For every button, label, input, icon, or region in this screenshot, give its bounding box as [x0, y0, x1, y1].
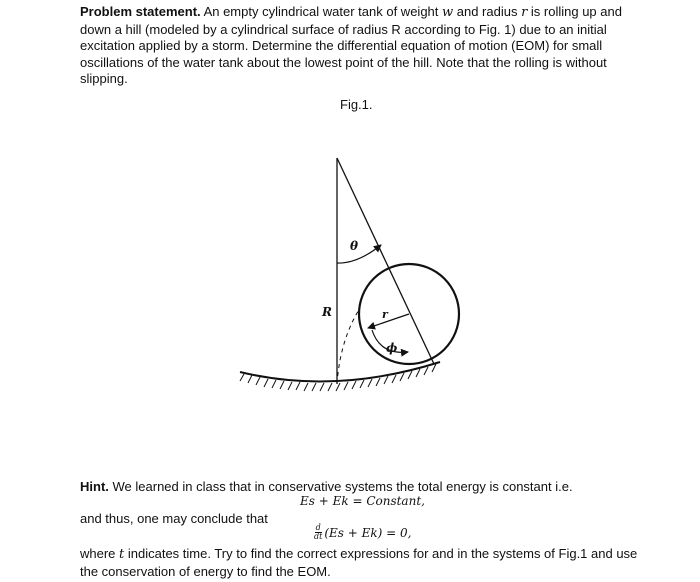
derivative-numerator: d: [315, 523, 321, 532]
derivative-denominator: dt: [314, 532, 323, 541]
final-paragraph: [80, 546, 640, 580]
derivative-expression: (Es + Ek) = 0,: [324, 525, 412, 540]
label-phi: ϕ: [386, 341, 398, 355]
label-R: R: [322, 305, 332, 319]
hint-heading: Hint.: [80, 479, 109, 494]
problem-heading: Problem statement.: [80, 4, 201, 19]
variable-r: r: [521, 5, 528, 20]
label-r: r: [382, 308, 388, 321]
problem-text-3: is rolling up and down a hill (modeled by a cylindrical surface of radius R according to Fig. 1) due to an initial excitation applied by a storm. Determine the differential equation of motion (EOM) for small oscillations of the water tank about the lowest point of the hill. Note that the rolling is without slipping.: [80, 4, 622, 86]
problem-text-1: An empty cylindrical water tank of weight: [203, 4, 442, 19]
hint-text: We learned in class that in conservative systems the total energy is constant i.e.: [112, 479, 573, 494]
hint-paragraph: [80, 479, 640, 495]
conclude-text: and thus, one may conclude that: [80, 511, 268, 526]
label-theta: θ: [350, 239, 359, 253]
figure-caption: Fig.1.: [340, 97, 373, 112]
final-text-1: where: [80, 546, 120, 561]
equation-energy-derivative: [314, 524, 411, 541]
problem-text-2: and radius: [453, 4, 522, 19]
equation-energy-constant: Es + Ek = Constant,: [300, 494, 425, 508]
derivative-fraction: [314, 524, 322, 541]
theta-arc: [337, 245, 381, 263]
radius-r-line: [368, 314, 409, 328]
dashed-trajectory: [337, 308, 360, 384]
variable-w: w: [442, 5, 454, 20]
variable-t: t: [119, 547, 125, 562]
final-text-2: indicates time. Try to find the correct expressions for and in the systems of Fig.1 and use the conservation of energy to find the EOM.: [80, 546, 638, 579]
